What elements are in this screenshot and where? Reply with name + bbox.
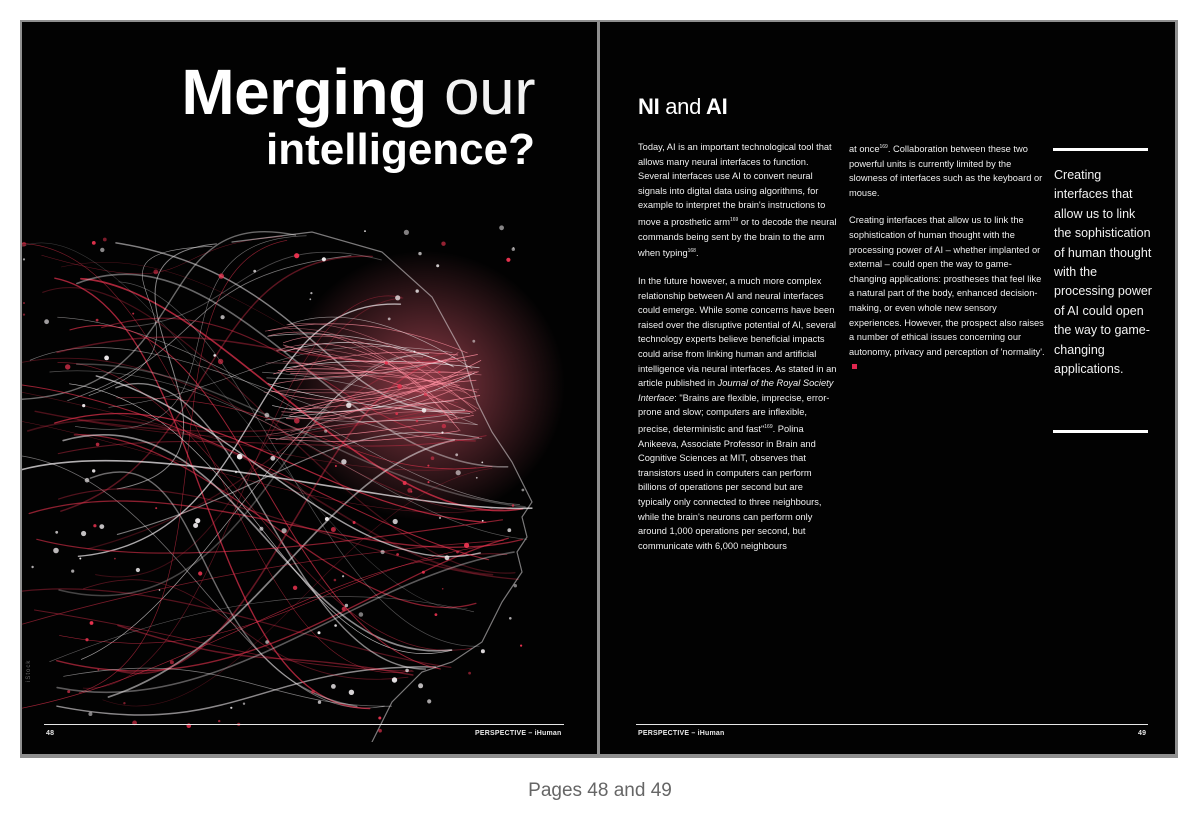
neural-node: [405, 669, 409, 673]
neural-node: [311, 690, 315, 694]
neural-node: [333, 448, 335, 450]
neural-node: [359, 612, 364, 617]
neural-node: [514, 584, 517, 587]
neural-node: [439, 517, 441, 519]
neural-node: [413, 351, 415, 353]
neural-node: [170, 660, 174, 664]
neural-node: [318, 631, 321, 634]
neural-node: [476, 477, 478, 479]
paragraph-text: : "Brains are flexible, imprecise, error-prone and slow; computers are inflexible, precise, deterministic and fast": [638, 392, 830, 434]
neural-node: [395, 295, 400, 300]
paragraph: [849, 140, 1047, 200]
title-line-2: intelligence?: [266, 125, 535, 174]
neural-node: [418, 252, 421, 255]
neural-node: [325, 517, 329, 521]
neural-node: [427, 465, 429, 467]
neural-node: [55, 531, 58, 534]
neural-node: [90, 621, 94, 625]
neural-node: [442, 424, 446, 428]
neural-node: [198, 571, 202, 575]
left-page: [22, 22, 597, 754]
neural-node: [85, 638, 88, 641]
neural-node: [71, 570, 74, 573]
neural-node: [472, 340, 475, 343]
neural-node: [468, 672, 471, 675]
neural-node: [53, 548, 59, 554]
neural-node: [341, 459, 346, 464]
neural-node: [456, 470, 461, 475]
pull-quote-rule-bottom: [1053, 430, 1148, 433]
neural-node: [455, 453, 458, 456]
neural-node: [253, 270, 256, 273]
neural-node: [265, 413, 270, 418]
neural-node: [132, 313, 134, 315]
paragraph-text: at once: [849, 144, 880, 155]
title-line-1: [181, 56, 535, 128]
neural-node: [441, 242, 445, 246]
neural-node: [342, 575, 344, 577]
neural-node: [103, 238, 107, 242]
neural-node: [393, 519, 398, 524]
neural-node: [378, 717, 381, 720]
neural-node: [392, 677, 397, 682]
paragraph-text: Today, AI is an important technological tool that allows many neural interfaces to function. Several interfaces use AI to convert neural signals into digital data using algorithms, for example to interpret the brain's instructions to move a prosthetic arm: [638, 142, 832, 228]
neural-head-illustration: [22, 202, 582, 742]
neural-node: [438, 371, 440, 373]
pull-quote-rule-top: [1053, 148, 1148, 151]
neural-node: [435, 613, 438, 616]
neural-node: [155, 507, 157, 509]
neural-node: [396, 553, 399, 556]
neural-node: [230, 707, 232, 709]
neural-node: [324, 430, 327, 433]
neural-node: [442, 588, 444, 590]
neural-node: [422, 408, 427, 413]
neural-node: [422, 571, 425, 574]
neural-node: [218, 720, 220, 722]
heading-ai: AI: [706, 94, 728, 119]
neural-node: [424, 393, 428, 397]
neural-node: [67, 690, 70, 693]
neural-node: [136, 568, 140, 572]
running-footer-left: PERSPECTIVE – iHuman: [475, 730, 562, 737]
neural-node: [482, 520, 484, 522]
neural-node: [513, 247, 515, 249]
paragraph: [638, 140, 838, 261]
neural-node: [428, 481, 430, 483]
neural-node: [395, 412, 398, 415]
neural-node: [235, 471, 237, 473]
neural-node: [293, 586, 297, 590]
footnote-ref: 169: [764, 423, 773, 430]
paragraph-text: . Collaboration between these two powerful units is currently limited by the slowness of interfaces such as the keyboard or mouse.: [849, 144, 1043, 198]
neural-node: [195, 518, 200, 523]
neural-node: [99, 524, 104, 529]
neural-node: [282, 528, 287, 533]
paragraph: [849, 213, 1047, 374]
neural-node: [436, 264, 439, 267]
neural-node: [335, 465, 337, 467]
neural-node: [114, 558, 116, 560]
neural-node: [213, 354, 216, 357]
neural-node: [218, 359, 223, 364]
neural-node: [79, 558, 81, 560]
neural-node: [416, 289, 419, 292]
neural-node: [407, 488, 412, 493]
neural-node: [259, 527, 263, 531]
neural-node: [334, 579, 337, 582]
neural-node: [345, 604, 348, 607]
neural-node: [522, 489, 525, 492]
heading-ni: NI: [638, 94, 660, 119]
neural-node: [88, 712, 92, 716]
neural-node: [342, 607, 346, 611]
neural-node: [385, 361, 388, 364]
neural-node: [294, 253, 299, 258]
text-column-2: [849, 140, 1047, 387]
neural-node: [270, 456, 275, 461]
page-number-right: 49: [1138, 730, 1147, 737]
footer-rule: [636, 724, 1148, 725]
neural-node: [381, 550, 385, 554]
neural-node: [331, 527, 336, 532]
neural-node: [481, 649, 485, 653]
title-word-merging: Merging: [181, 56, 427, 128]
neural-node: [509, 617, 512, 620]
neural-node: [100, 248, 104, 252]
neural-node: [65, 364, 70, 369]
neural-node: [512, 504, 515, 507]
text-column-1: [638, 140, 838, 566]
neural-node: [243, 703, 245, 705]
neural-node: [364, 230, 366, 232]
journal-title: Journal of the Royal Society Interface: [638, 378, 834, 403]
neural-node: [96, 443, 100, 447]
neural-node: [456, 551, 459, 554]
neural-node: [104, 356, 109, 361]
neural-node: [334, 624, 337, 627]
neural-node: [331, 684, 336, 689]
neural-node: [193, 523, 198, 528]
running-footer-right: PERSPECTIVE – iHuman: [638, 730, 725, 737]
footer-rule: [44, 724, 564, 725]
neural-node: [520, 645, 522, 647]
right-page: [600, 22, 1175, 754]
neural-node: [82, 404, 85, 407]
neural-node: [416, 420, 419, 423]
neural-node: [441, 432, 443, 434]
neural-node: [265, 640, 269, 644]
neural-node: [378, 729, 382, 733]
end-of-article-mark: [852, 364, 857, 369]
section-heading: [638, 94, 727, 120]
neural-node: [92, 241, 96, 245]
magazine-spread: [20, 20, 1178, 758]
paragraph-text: Creating interfaces that allow us to link the sophistication of human thought with the processing power of AI – whether implanted or external – could open the way to game-changing applications: prostheses that feel like a natural part of the body, enhanced decision-making, or even whole new sensory experiences. However, the prospect also raises a number of ethical issues concerning our autonomy, privacy and perception of 'normality'.: [849, 215, 1045, 357]
neural-node: [310, 292, 312, 294]
neural-node: [507, 528, 511, 532]
neural-node: [153, 270, 158, 275]
image-caption: Pages 48 and 49: [528, 780, 672, 801]
neural-node: [44, 319, 49, 324]
neural-node: [403, 481, 407, 485]
neural-node: [123, 702, 125, 704]
photo-credit: iStock: [26, 659, 32, 682]
title-word-our: our: [444, 56, 535, 128]
neural-node: [237, 454, 243, 460]
neural-node: [506, 258, 510, 262]
neural-node: [221, 315, 225, 319]
footnote-ref: 168: [687, 248, 696, 255]
neural-node: [322, 257, 326, 261]
neural-node: [97, 669, 99, 671]
neural-node: [431, 456, 435, 460]
heading-and: and: [665, 94, 702, 119]
paragraph-text: .: [695, 248, 699, 259]
neural-node: [481, 462, 483, 464]
neural-node: [427, 699, 431, 703]
paragraph-text: or to decode the neural commands being sent by the brain to the arm when typing: [638, 217, 837, 259]
neural-node: [219, 273, 224, 278]
neural-node: [96, 319, 99, 322]
neural-node: [85, 478, 90, 483]
neural-node: [81, 531, 86, 536]
neural-node: [464, 543, 469, 548]
neural-node: [404, 230, 409, 235]
footnote-ref: 169: [879, 144, 888, 150]
page-number-left: 48: [46, 730, 55, 737]
footnote-ref: 169: [729, 216, 739, 223]
neural-node: [93, 524, 96, 527]
neural-node: [294, 418, 300, 424]
neural-node: [388, 318, 391, 321]
neural-node: [346, 403, 351, 408]
neural-node: [31, 566, 33, 568]
neural-node: [92, 469, 95, 472]
neural-node: [353, 521, 356, 524]
paragraph-text: . Polina Anikeeva, Associate Professor in Brain and Cognitive Sciences at MIT, observes that transistors used in computers can perform billions of operations per second but are typically only connected to three neighbours, while the brain's neurons can perform only around 1,000 operations per second, but communicate with 6,000 neighbours: [638, 423, 822, 551]
neural-node: [445, 555, 450, 560]
neural-node: [159, 589, 161, 591]
paragraph: [638, 274, 838, 553]
neural-node: [23, 258, 25, 260]
neural-node: [418, 683, 423, 688]
paragraph-text: In the future however, a much more complex relationship between AI and neural interfaces could emerge. While some concerns have been raised over the disruptive potential of AI, several technology experts believe beneficial impacts could arise from linking human and artificial intelligence via neural interfaces. As stated in an article published in: [638, 275, 837, 389]
neural-node: [318, 701, 321, 704]
neural-node: [23, 314, 25, 316]
neural-node: [23, 302, 25, 304]
pull-quote: Creating interfaces that allow us to link the sophistication of human thought with the processing power of AI could open the way to game-changing applications.: [1054, 168, 1152, 377]
neural-node: [397, 384, 402, 389]
neural-node: [499, 225, 504, 230]
neural-node: [309, 298, 311, 300]
neural-node: [349, 690, 354, 695]
